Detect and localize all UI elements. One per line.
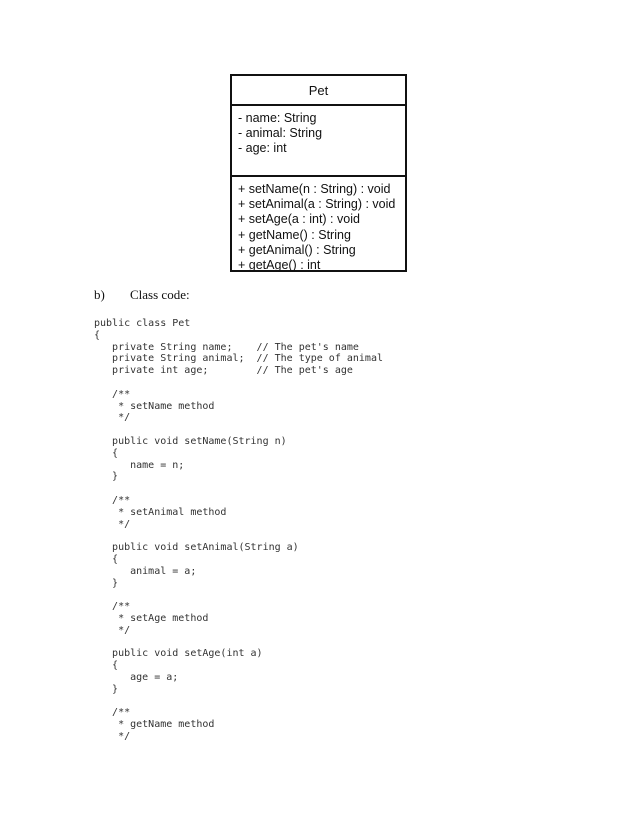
code-line: */ [94,412,131,424]
code-block [94,318,383,743]
code-line: /** [94,388,131,400]
code-line: /** [94,494,131,506]
uml-attribute: - animal: String [238,126,323,140]
code-line: { [94,660,119,672]
uml-class-name: Pet [232,76,405,106]
uml-method: + getAnimal() : String [238,242,356,257]
code-line [94,424,383,436]
code-line: public void setName(String n) [94,435,287,447]
uml-class-diagram [230,74,407,272]
code-line: public void setAnimal(String a) [94,542,299,554]
code-line: /** [94,601,131,613]
code-line: age = a; [94,671,179,683]
code-line: animal = a; [94,565,197,577]
uml-method: + setName(n : String) : void [238,182,391,196]
uml-attribute: - age: int [238,141,287,155]
code-line [94,637,383,649]
code-line: } [94,471,119,483]
code-line: { [94,329,101,341]
uml-attributes [232,106,405,177]
code-line: } [94,683,119,695]
code-line: */ [94,518,131,530]
section-marker: b) [94,287,105,302]
code-line: * getName method [94,719,215,731]
code-line: * setName method [94,400,215,412]
uml-method: + getName() : String [238,227,351,242]
code-line: private String name; // The pet's name [94,341,359,353]
code-line: private int age; // The pet's age [94,365,353,377]
uml-method: + setAnimal(a : String) : void [238,197,396,212]
code-line: * setAge method [94,612,209,624]
code-line: { [94,553,119,565]
code-line: * setAnimal method [94,506,227,518]
code-line [94,696,383,708]
section-title: Class code: [130,287,190,302]
code-line: { [94,447,119,459]
code-line [94,377,383,389]
code-line [94,483,383,495]
uml-method: + setAge(a : int) : void [238,212,360,227]
code-line: public void setAge(int a) [94,648,263,660]
code-line: /** [94,707,131,719]
code-line: public class Pet [94,318,191,329]
uml-methods [232,177,405,273]
code-line: */ [94,730,131,742]
code-line [94,530,383,542]
code-line: private String animal; // The type of animal [94,353,383,365]
code-line: } [94,577,119,589]
uml-method: + getAge() : int [238,258,321,273]
uml-attribute: - name: String [238,111,317,125]
code-line: name = n; [94,459,185,471]
code-line [94,589,383,601]
code-line: */ [94,624,131,636]
